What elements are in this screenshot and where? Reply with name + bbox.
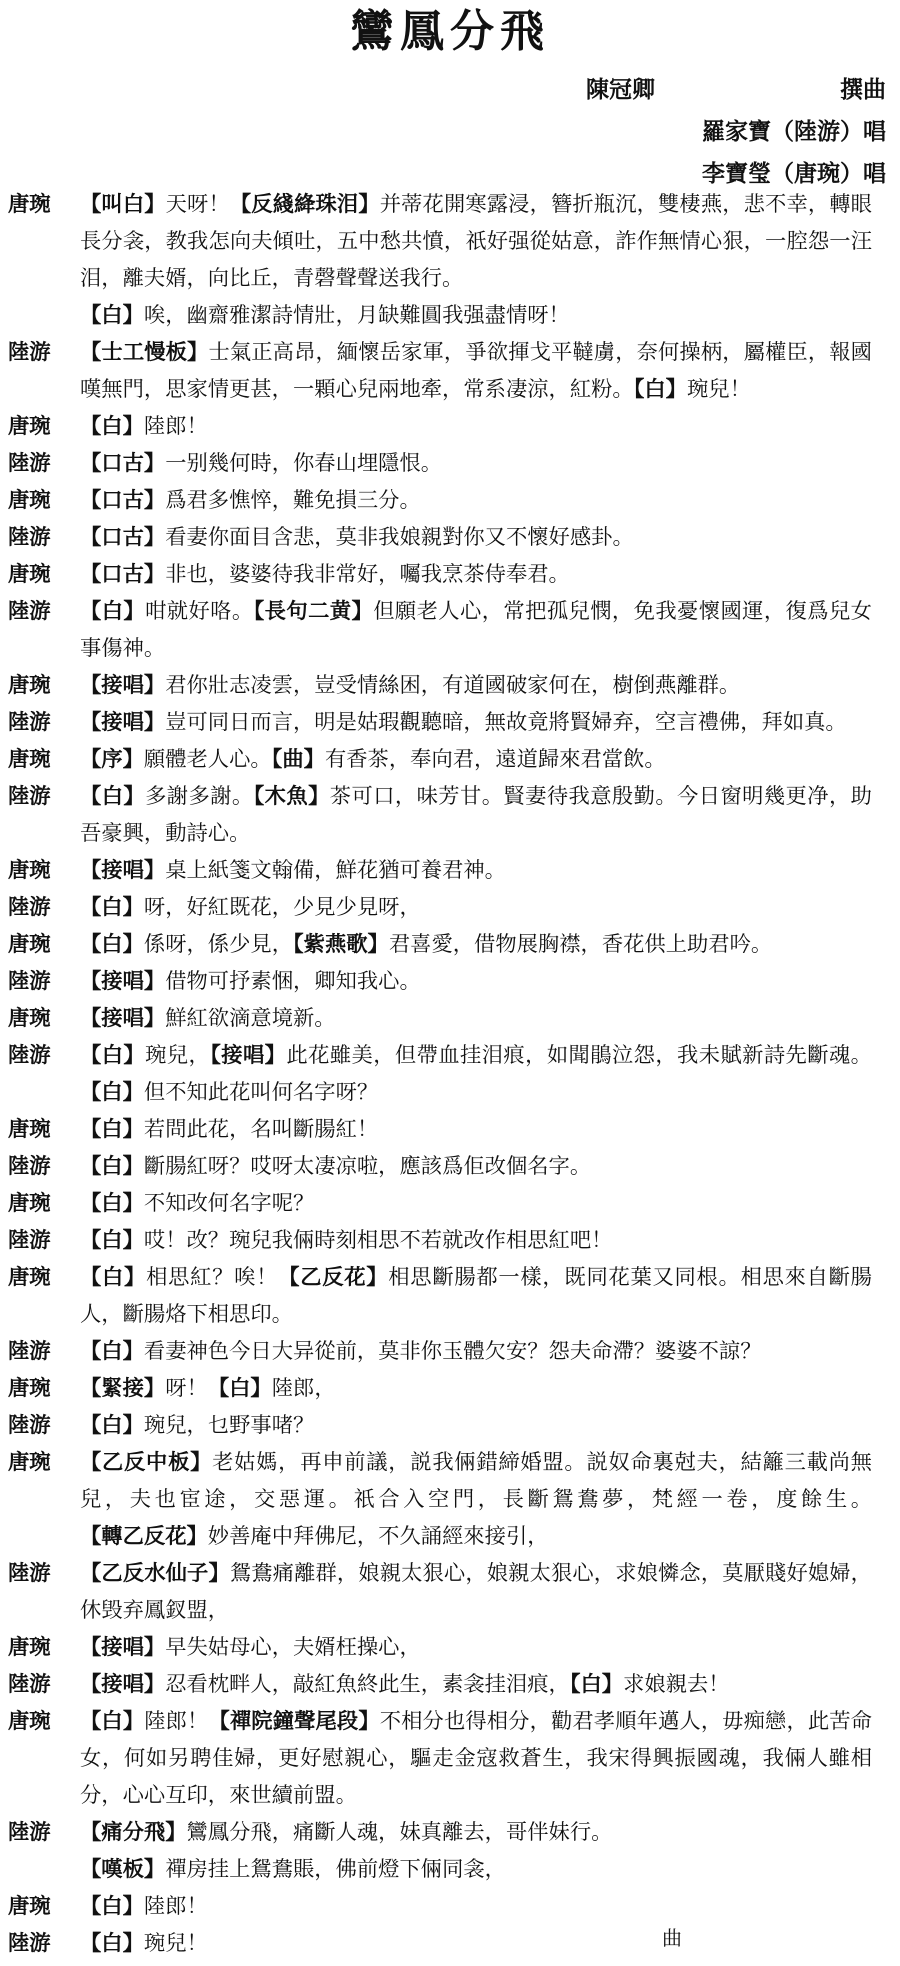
lyric-text: 老姑媽，再申前議，説我倆錯締婚盟。説奴命裏尅夫，結籬三載尚無兒，夫也宦途，交惡運。祇合入空門，長斷鴛鴦夢，梵經一卷，度餘生。 xyxy=(80,1450,872,1512)
script-line xyxy=(0,1185,900,1222)
script-line xyxy=(0,1814,900,1851)
lyric-text: 有香茶，奉向君，遠道歸來君當飲。 xyxy=(324,747,666,772)
tune-tag: 【接唱】 xyxy=(80,710,166,735)
credits-block xyxy=(586,70,886,196)
line-text xyxy=(80,1703,884,1814)
tune-tag: 【白】 xyxy=(633,377,687,402)
lyric-text: 鸞鳳分飛，痛斷人魂，妹真離去，哥伴妹行。 xyxy=(186,1820,613,1845)
script-line xyxy=(0,741,900,778)
tune-tag: 【乙反水仙子】 xyxy=(80,1561,230,1586)
lyric-text: 鮮紅欲滴意境新。 xyxy=(165,1006,336,1031)
line-text xyxy=(80,1222,884,1259)
lyric-text: 借物可抒素悃，卿知我心。 xyxy=(165,969,421,994)
line-text xyxy=(80,1148,884,1185)
line-text xyxy=(80,778,884,852)
script-line xyxy=(0,445,900,482)
lyric-text: 琬兒，乜野事啫？ xyxy=(143,1413,315,1438)
line-text xyxy=(80,1185,884,1222)
speaker-name: 唐琬 xyxy=(8,414,51,439)
line-text xyxy=(80,1925,884,1962)
lyric-text: 陸郎！ xyxy=(143,414,208,439)
speaker-name: 陸游 xyxy=(8,969,51,994)
line-text xyxy=(80,297,884,334)
speaker-name: 陸游 xyxy=(8,451,51,476)
script-line xyxy=(0,1888,900,1925)
script-line xyxy=(0,1851,900,1888)
speaker-name: 陸游 xyxy=(8,1931,51,1956)
script-line xyxy=(0,519,900,556)
line-text xyxy=(80,963,884,1000)
script-line xyxy=(0,1629,900,1666)
tune-tag: 【白】 xyxy=(80,1709,145,1734)
tune-tag: 【口古】 xyxy=(80,562,166,587)
script-line xyxy=(0,1000,900,1037)
line-text xyxy=(80,1037,884,1111)
line-text xyxy=(80,667,884,704)
lyric-text: 呀，好紅既花，少見少見呀， xyxy=(143,895,421,920)
speaker-name: 陸游 xyxy=(8,1820,51,1845)
tune-tag: 【反綫絳珠泪】 xyxy=(229,192,380,217)
speaker-name: 唐琬 xyxy=(8,747,51,772)
tune-tag: 【白】 xyxy=(80,1413,144,1438)
tune-tag: 【白】 xyxy=(80,1080,144,1105)
speaker-name: 唐琬 xyxy=(8,1006,51,1031)
lyric-text: 此花雖美，但帶血挂泪痕，如聞鵑泣怨，我未賦新詩先斷魂。 xyxy=(286,1043,872,1068)
lyric-text: 哎！改？琬兒我倆時刻相思不若就改作相思紅吧！ xyxy=(143,1228,613,1253)
page-title: 鸞鳳分飛 xyxy=(350,6,550,57)
speaker-name: 陸游 xyxy=(8,1154,51,1179)
lyric-text: 但不知此花叫何名字呀？ xyxy=(143,1080,379,1105)
speaker-name: 唐琬 xyxy=(8,1265,51,1290)
credit-role: 唱 xyxy=(863,160,886,187)
credit-role: 唱 xyxy=(863,118,886,145)
script-line xyxy=(0,1259,900,1333)
script-line xyxy=(0,667,900,704)
tune-tag: 【接唱】 xyxy=(80,1635,166,1660)
line-text xyxy=(80,1814,884,1851)
script-line xyxy=(0,1333,900,1370)
line-text xyxy=(80,1370,884,1407)
lyric-text: 并蒂花開寒露浸，簪折瓶沉，雙棲燕，悲不幸，轉眼長分衾，教我怎向夫傾吐，五中愁共憤，祇好强從姑意，詐作無情心狠，一腔怨一汪泪，離夫婿，向比丘，青磬聲聲送我行。 xyxy=(80,192,872,291)
speaker-name: 唐琬 xyxy=(8,1191,51,1216)
lyric-text: 不知改何名字呢？ xyxy=(143,1191,315,1216)
tune-tag: 【白】 xyxy=(80,1117,144,1142)
script-line xyxy=(0,334,900,408)
script-line xyxy=(0,593,900,667)
script-line xyxy=(0,186,900,297)
line-text xyxy=(80,889,884,926)
lyric-text: 斷腸紅呀？哎呀太凄凉啦，應該爲佢改個名字。 xyxy=(143,1154,592,1179)
tune-tag: 【白】 xyxy=(80,1339,144,1364)
tune-tag: 【接唱】 xyxy=(80,858,166,883)
line-text xyxy=(80,556,884,593)
speaker-name: 陸游 xyxy=(8,599,51,624)
script-line xyxy=(0,482,900,519)
tune-tag: 【乙反中板】 xyxy=(80,1450,213,1475)
line-text xyxy=(80,186,884,297)
speaker-name: 唐琬 xyxy=(8,673,51,698)
line-text xyxy=(80,1444,884,1555)
speaker-name: 陸游 xyxy=(8,895,51,920)
script-line xyxy=(0,1925,900,1962)
tune-tag: 【白】 xyxy=(80,895,144,920)
tune-tag: 【叫白】 xyxy=(80,192,166,217)
lyric-text: 咁就好咯。 xyxy=(145,599,254,624)
page-footer: 曲 xyxy=(662,1926,682,1950)
lyric-text: 琬兒！ xyxy=(686,377,751,402)
tune-tag: 【白】 xyxy=(569,1672,624,1697)
lyric-text: 若問此花，名叫斷腸紅！ xyxy=(143,1117,379,1142)
line-text xyxy=(80,1851,884,1888)
script-body xyxy=(0,186,900,1962)
line-text xyxy=(80,741,884,778)
lyric-text: 早失姑母心，夫婿枉操心， xyxy=(165,1635,421,1660)
line-text xyxy=(80,593,884,667)
tune-tag: 【紫燕歌】 xyxy=(293,932,389,957)
tune-tag: 【白】 xyxy=(80,1154,144,1179)
lyric-text: 禪房挂上鴛鴦賬，佛前燈下倆同衾， xyxy=(165,1857,506,1882)
tune-tag: 【接唱】 xyxy=(80,969,166,994)
line-text xyxy=(80,1111,884,1148)
lyric-text: 係呀，係少見， xyxy=(143,932,293,957)
lyric-text: 陸郎， xyxy=(271,1376,336,1401)
line-text xyxy=(80,1666,884,1703)
lyric-text: 陸郎！ xyxy=(144,1709,209,1734)
line-text xyxy=(80,1629,884,1666)
tune-tag: 【序】 xyxy=(80,747,144,772)
tune-tag: 【接唱】 xyxy=(80,673,166,698)
line-text xyxy=(80,1888,884,1925)
speaker-name: 陸游 xyxy=(8,710,51,735)
script-line xyxy=(0,1222,900,1259)
credit-name: 陳冠卿 xyxy=(586,76,655,103)
script-line xyxy=(0,1555,900,1629)
script-line xyxy=(0,1370,900,1407)
lyric-text: 忍看枕畔人，敲紅魚終此生，素衾挂泪痕， xyxy=(165,1672,570,1697)
tune-tag: 【乙反花】 xyxy=(278,1265,389,1290)
speaker-name: 陸游 xyxy=(8,1413,51,1438)
lyric-text: 多謝多謝。 xyxy=(145,784,254,809)
tune-tag: 【白】 xyxy=(80,784,146,809)
line-text xyxy=(80,1407,884,1444)
lyric-text: 看妻神色今日大异從前，莫非你玉體欠安？怨夫命滯？婆婆不諒？ xyxy=(143,1339,762,1364)
line-text xyxy=(80,1555,884,1629)
script-line xyxy=(0,926,900,963)
speaker-name: 唐琬 xyxy=(8,1709,51,1734)
speaker-name: 陸游 xyxy=(8,1228,51,1253)
script-line xyxy=(0,963,900,1000)
speaker-name: 陸游 xyxy=(8,784,51,809)
tune-tag: 【白】 xyxy=(80,1894,144,1919)
tune-tag: 【痛分飛】 xyxy=(80,1820,187,1845)
tune-tag: 【白】 xyxy=(80,1043,146,1068)
lyric-text: 琬兒！ xyxy=(143,1931,208,1956)
line-text xyxy=(80,334,884,408)
script-line xyxy=(0,1407,900,1444)
tune-tag: 【白】 xyxy=(80,303,144,328)
tune-tag: 【白】 xyxy=(207,1376,272,1401)
script-line xyxy=(0,408,900,445)
tune-tag: 【緊接】 xyxy=(80,1376,166,1401)
speaker-name: 唐琬 xyxy=(8,192,51,217)
credit-writer xyxy=(586,70,886,112)
tune-tag: 【禪院鐘聲尾段】 xyxy=(208,1709,380,1734)
lyric-text: 看妻你面目含悲，莫非我娘親對你又不懷好感卦。 xyxy=(165,525,634,550)
speaker-name: 唐琬 xyxy=(8,488,51,513)
lyric-text: 相思紅？唉！ xyxy=(146,1265,279,1290)
speaker-name: 唐琬 xyxy=(8,1117,51,1142)
speaker-name: 唐琬 xyxy=(8,932,51,957)
line-text xyxy=(80,445,884,482)
credit-role: 撰曲 xyxy=(840,76,886,103)
script-line xyxy=(0,704,900,741)
tune-tag: 【白】 xyxy=(80,1931,144,1956)
lyric-text: 一别幾何時，你春山埋隱恨。 xyxy=(165,451,443,476)
lyric-text: 桌上紙箋文翰備，鮮花猶可養君神。 xyxy=(165,858,506,883)
line-text xyxy=(80,1259,884,1333)
lyric-text: 君你壯志凌雲，豈受情絲困，有道國破家何在，樹倒燕離群。 xyxy=(165,673,741,698)
speaker-name: 陸游 xyxy=(8,340,51,365)
lyric-text: 君喜愛，借物展胸襟，香花供上助君吟。 xyxy=(388,932,773,957)
tune-tag: 【口古】 xyxy=(80,451,166,476)
speaker-name: 唐琬 xyxy=(8,858,51,883)
lyric-text: 鴛鴦痛離群，娘親太狠心，娘親太狠心，求娘憐念，莫厭賤好媳婦，休毁弃鳳釵盟， xyxy=(80,1561,872,1623)
speaker-name: 唐琬 xyxy=(8,1635,51,1660)
tune-tag: 【白】 xyxy=(80,599,146,624)
script-line xyxy=(0,852,900,889)
lyric-text: 天呀！ xyxy=(165,192,230,217)
tune-tag: 【士工慢板】 xyxy=(80,340,209,365)
tune-tag: 【白】 xyxy=(80,414,144,439)
tune-tag: 【曲】 xyxy=(271,747,325,772)
lyric-text: 陸郎！ xyxy=(143,1894,208,1919)
line-text xyxy=(80,519,884,556)
line-text xyxy=(80,704,884,741)
script-line xyxy=(0,1111,900,1148)
speaker-name: 陸游 xyxy=(8,1561,51,1586)
script-line xyxy=(0,1037,900,1111)
tune-tag: 【接唱】 xyxy=(80,1672,166,1697)
line-text xyxy=(80,1333,884,1370)
tune-tag: 【木魚】 xyxy=(253,784,330,809)
lyric-text: 求娘親去！ xyxy=(623,1672,730,1697)
script-line xyxy=(0,297,900,334)
tune-tag: 【長句二黄】 xyxy=(253,599,374,624)
credit-singer-1 xyxy=(586,112,886,154)
speaker-name: 陸游 xyxy=(8,1339,51,1364)
line-text xyxy=(80,482,884,519)
tune-tag: 【口古】 xyxy=(80,488,166,513)
lyric-text: 不相分也得相分，勸君孝順年邁人，毋痴戀，此苦命女，何如另聘佳婦，更好慰親心，驅走金寇救蒼生，我宋得興振國魂，我倆人雖相分，心心互印，來世續前盟。 xyxy=(80,1709,872,1808)
tune-tag: 【轉乙反花】 xyxy=(80,1524,208,1549)
lyric-text: 琬兒， xyxy=(145,1043,211,1068)
line-text xyxy=(80,852,884,889)
line-text xyxy=(80,926,884,963)
speaker-name: 唐琬 xyxy=(8,1450,51,1475)
tune-tag: 【口古】 xyxy=(80,525,166,550)
line-text xyxy=(80,408,884,445)
tune-tag: 【接唱】 xyxy=(210,1043,287,1068)
script-line xyxy=(0,556,900,593)
lyric-text: 唉，幽齋雅潔詩情壯，月缺難圓我强盡情呀！ xyxy=(143,303,570,328)
script-line xyxy=(0,1703,900,1814)
lyric-text: 呀！ xyxy=(165,1376,208,1401)
script-line xyxy=(0,778,900,852)
tune-tag: 【白】 xyxy=(80,1191,144,1216)
script-line xyxy=(0,1666,900,1703)
tune-tag: 【接唱】 xyxy=(80,1006,166,1031)
lyric-text: 相思斷腸都一樣，既同花葉又同根。相思來自斷腸人，斷腸烙下相思印。 xyxy=(80,1265,872,1327)
line-text xyxy=(80,1000,884,1037)
lyric-text: 茶可口，味芳甘。賢妻待我意殷勤。今日窗明幾更净，助吾豪興，動詩心。 xyxy=(80,784,872,846)
speaker-name: 陸游 xyxy=(8,525,51,550)
lyric-text: 妙善庵中拜佛尼，不久誦經來接引， xyxy=(207,1524,549,1549)
tune-tag: 【嘆板】 xyxy=(80,1857,166,1882)
script-line xyxy=(0,889,900,926)
speaker-name: 陸游 xyxy=(8,1672,51,1697)
speaker-name: 唐琬 xyxy=(8,1376,51,1401)
script-line xyxy=(0,1148,900,1185)
tune-tag: 【白】 xyxy=(80,1265,147,1290)
credit-name: 羅家寶（陸游） xyxy=(702,118,863,145)
credit-name: 李寶瑩（唐琬） xyxy=(702,160,863,187)
script-line xyxy=(0,1444,900,1555)
lyric-text: 爲君多憔悴，難免損三分。 xyxy=(165,488,421,513)
speaker-name: 陸游 xyxy=(8,1043,51,1068)
speaker-name: 唐琬 xyxy=(8,562,51,587)
lyric-text: 願體老人心。 xyxy=(143,747,272,772)
speaker-name: 唐琬 xyxy=(8,1894,51,1919)
tune-tag: 【白】 xyxy=(80,1228,144,1253)
lyric-text: 豈可同日而言，明是姑瑕觀聽暗，無故竟將賢婦弃，空言禮佛，拜如真。 xyxy=(165,710,847,735)
lyric-text: 士氣正高昂，緬懷岳家軍，爭欲揮戈平韃虜，奈何操柄，屬權臣，報國嘆無門，思家情更甚，一顆心兒兩地牽，常系凄涼，紅粉。 xyxy=(80,340,872,402)
lyric-text: 但願老人心，常把孤兒憫，免我憂懷國運，復爲兒女事傷神。 xyxy=(80,599,872,661)
lyric-text: 非也，婆婆待我非常好，囑我烹茶侍奉君。 xyxy=(165,562,570,587)
tune-tag: 【白】 xyxy=(80,932,144,957)
